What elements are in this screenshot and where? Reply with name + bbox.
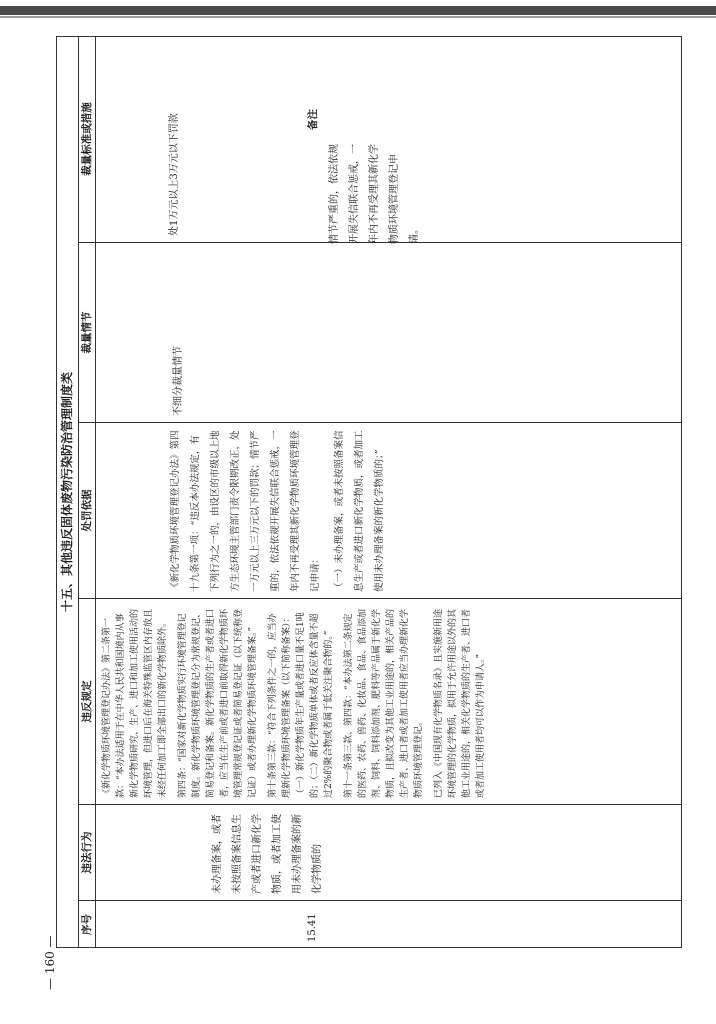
row-seq: 15.41: [307, 913, 318, 942]
regulation-para-2: 第四条：“国家对新化学物质实行环境管理登记制度。新化学物质环境管理登记分为常规登记、简易登记和备案。新化学物质的生产者或者进口者，应当在生产前或者进口前取得新化学物质环境管理常规登记证或者简易登记证（以下统称登记证）或者办理新化学物质环境管理备案。”: [178, 608, 258, 798]
row-note: 情节严重的，依法依规开展失信联合惩戒，一年内不再受理其新化学物质环境管理登记申请。: [329, 144, 420, 244]
page-number: — 160 —: [43, 935, 57, 990]
header-circumstance: 裁量情节: [78, 242, 96, 422]
header-act: 违法行为: [78, 804, 96, 900]
regulation-para-1: 《新化学物质环境管理登记办法》第二条第一款：“本办法适用于在中华人民共和国境内从事新化学物质研究、生产、进口和加工使用活动的环境管理，但进口后在海关特殊监管区内存放且未经任何加工即全部出口的新化学物质除外。: [102, 608, 168, 798]
header-note: 备注: [307, 109, 319, 130]
regulation-para-4: 第十一条第三款、第四款：“本办法第二条规定的医药、农药、兽药、化妆品、食品、食品添加剂、饲料、饲料添加剂、肥料等产品属于新化学物质，且拟改变为其他工业用途的，相关产品的生产者、进口者或者加工使用者应当办理新化学物质环境管理登记。: [344, 608, 424, 798]
cell-seq: [96, 900, 682, 948]
basis-para-1: 《新化学物质环境管理登记办法》第四十九条第一项：“违反本办法规定，有下列行为之一的，由设区的市级以上地方生态环境主管部门责令限期改正，处一万元以上三万元以下的罚款；情节严重的，依法依规开展失信联合惩戒，一年内不再受理其新化学物质环境管理登记申请：: [170, 430, 321, 592]
regulation-text: [96, 599, 498, 804]
header-regulation: 违反规定: [78, 598, 96, 804]
regulation-para-5: 已列入《中国现有化学物质名录》且实施新用途环境管理的化学物质，拟用于允许用途以外的其他工业用途的，相关化学物质的生产者、进口者或者加工使用者均可以作为申请人。”: [434, 608, 486, 798]
cell-circumstance: [96, 242, 682, 422]
cell-act: [96, 804, 682, 900]
row-circumstance: 不细分裁量情节: [173, 346, 184, 416]
regulation-para-3: 第十条第三款：“符合下列条件之一的，应当办理新化学物质环境管理备案（以下简称备案）：（一）新化学物质年生产量或者进口量不足1吨的；（二）新化学物质单体或者反应体含量不超过2%的聚合物或者属于低关注聚合物的。”: [268, 612, 334, 798]
basis-para-2: （一）未办理备案，或者未按照备案信息生产或者进口新化学物质，或者加工使用未办理备案的新化学物质的；”: [334, 430, 385, 592]
header-standard: 裁量标准或措施: [78, 36, 96, 242]
cell-regulation: [96, 598, 682, 804]
scan-top-line: [0, 16, 716, 18]
basis-text: [166, 429, 394, 592]
row-act: 未办理备案，或者未按照备案信息生产或者进口新化学物质，或者加工使用未办理备案的新化学物质的: [212, 814, 323, 894]
header-seq: 序号: [78, 900, 96, 948]
header-basis: 处罚依据: [78, 422, 96, 598]
cell-basis: [96, 422, 682, 598]
row-standard: 处1万元以上3万元以下罚款: [169, 113, 180, 236]
scan-top-bar: [0, 6, 716, 15]
page-title: 十五、其他违反固体废物污染防治管理制度类: [56, 36, 79, 948]
